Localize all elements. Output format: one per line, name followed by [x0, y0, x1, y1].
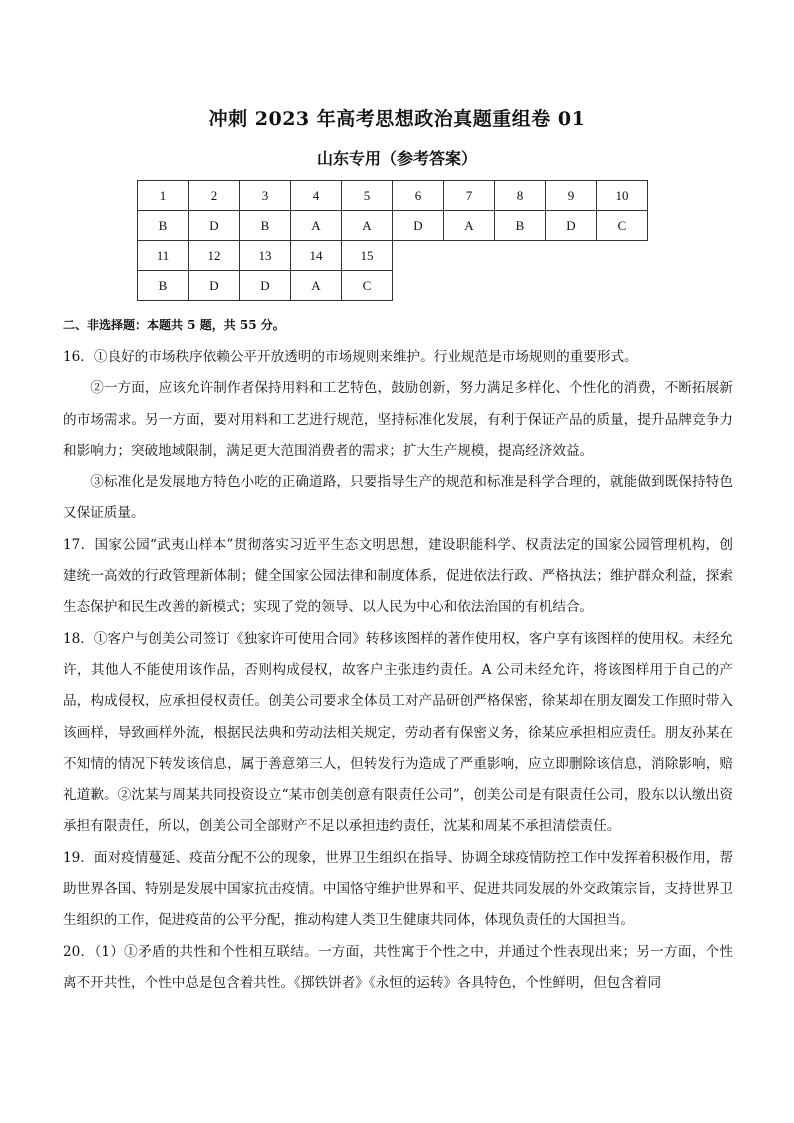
empty-cell [444, 271, 495, 301]
table-row [138, 271, 648, 301]
answer-cell: D [189, 271, 240, 301]
answer-cell: C [342, 271, 393, 301]
answer-cell: A [291, 211, 342, 241]
empty-cell [597, 241, 648, 271]
question-number-cell: 9 [546, 181, 597, 211]
empty-cell [393, 241, 444, 271]
answer-cell: D [546, 211, 597, 241]
answer-table [137, 180, 648, 301]
empty-cell [495, 271, 546, 301]
question-number-cell: 14 [291, 241, 342, 271]
answer-cell: B [138, 271, 189, 301]
question-number-cell: 1 [138, 181, 189, 211]
answer-cell: A [291, 271, 342, 301]
question-number-cell: 12 [189, 241, 240, 271]
question-number-cell: 4 [291, 181, 342, 211]
table-row [138, 241, 648, 271]
empty-cell [597, 271, 648, 301]
answer-paragraph-16: 16．①良好的市场秩序依赖公平开放透明的市场规则来维护。行业规范是市场规则的重要形式。 [63, 349, 638, 365]
empty-cell [444, 241, 495, 271]
answer-paragraph-17: 17．国家公园“武夷山样本”贯彻落实习近平生态文明思想，建设职能科学、权责法定的国家公园管理机构，创建统一高效的行政管理新体制；健全国家公园法律和制度体系，促进依法行政、严格执法；维护群众利益，探索生态保护和民生改善的新模式；实现了党的领导、以人民为中心和依法治国的有机结合。 [63, 536, 733, 616]
answer-cell: B [495, 211, 546, 241]
question-number-cell: 5 [342, 181, 393, 211]
answer-cell: B [138, 211, 189, 241]
answer-cell: D [240, 271, 291, 301]
question-number-cell: 7 [444, 181, 495, 211]
answer-cell: A [342, 211, 393, 241]
answer-paragraph-19: 19．面对疫情蔓延、疫苗分配不公的现象，世界卫生组织在指导、协调全球疫情防控工作中发挥着积极作用，帮助世界各国、特别是发展中国家抗击疫情。中国恪守维护世界和平、促进共同发展的外交政策宗旨，支持世界卫生组织的工作，促进疫苗的公平分配，推动构建人类卫生健康共同体，体现负责任的大国担当。 [63, 849, 733, 929]
question-number-cell: 6 [393, 181, 444, 211]
question-number-cell: 13 [240, 241, 291, 271]
question-number-cell: 10 [597, 181, 648, 211]
empty-cell [495, 241, 546, 271]
answer-paragraph-16-part2: ②一方面，应该允许制作者保持用料和工艺特色，鼓励创新，努力满足多样化、个性化的消费，不断拓展新的市场需求。另一方面，要对用料和工艺进行规范，坚持标准化发展，有利于保证产品的质量，提升品牌竞争力和影响力；突破地域限制，满足更大范围消费者的需求；扩大生产规模，提高经济效益。 [63, 380, 733, 459]
answer-cell: D [189, 211, 240, 241]
answer-paragraph-16-part3: ③标准化是发展地方特色小吃的正确道路，只要指导生产的规范和标准是科学合理的，就能做到既保持特色又保证质量。 [63, 474, 733, 522]
page-title: 冲刺 2023 年高考思想政治真题重组卷 01 [208, 108, 586, 130]
question-number-cell: 2 [189, 181, 240, 211]
question-number-cell: 3 [240, 181, 291, 211]
page-subtitle: 山东专用（参考答案） [316, 149, 477, 168]
empty-cell [393, 271, 444, 301]
question-number-cell: 8 [495, 181, 546, 211]
table-row [138, 181, 648, 211]
answer-cell: D [393, 211, 444, 241]
empty-cell [546, 241, 597, 271]
question-number-cell: 15 [342, 241, 393, 271]
section-heading: 二、非选择题：本题共 5 题，共 55 分。 [63, 318, 285, 332]
answer-cell: A [444, 211, 495, 241]
answer-paragraph-20: 20．（1）①矛盾的共性和个性相互联结。一方面，共性寓于个性之中，并通过个性表现出来；另一方面，个性离不开共性，个性中总是包含着共性。《掷铁饼者》《永恒的运转》各具特色，个性鲜明，但包含着同 [63, 943, 733, 991]
empty-cell [546, 271, 597, 301]
answer-body [63, 342, 733, 999]
answer-paragraph-18: 18．①客户与创美公司签订《独家许可使用合同》转移该图样的著作使用权，客户享有该图样的使用权。未经允许，其他人不能使用该作品，否则构成侵权，故客户主张违约责任。A 公司未经允许，将该图样用于自己的产品，构成侵权，应承担侵权责任。创美公司要求全体员工对产品研创严格保密，徐某却在朋友圈发工作照时带入该画样，导致画样外流，根据民法典和劳动法相关规定，劳动者有保密义务，徐某应承担相应责任。朋友孙某在不知情的情况下转发该信息，属于善意第三人，但转发行为造成了严重影响，应立即删除该信息，消除影响，赔礼道歉。②沈某与周某共同投资设立“某市创美创意有限责任公司”，创美公司是有限责任公司，股东以认缴出资承担有限责任，所以，创美公司全部财产不足以承担违约责任，沈某和周某不承担清偿责任。 [63, 630, 733, 835]
answer-cell: C [597, 211, 648, 241]
question-number-cell: 11 [138, 241, 189, 271]
table-row [138, 211, 648, 241]
answer-cell: B [240, 211, 291, 241]
